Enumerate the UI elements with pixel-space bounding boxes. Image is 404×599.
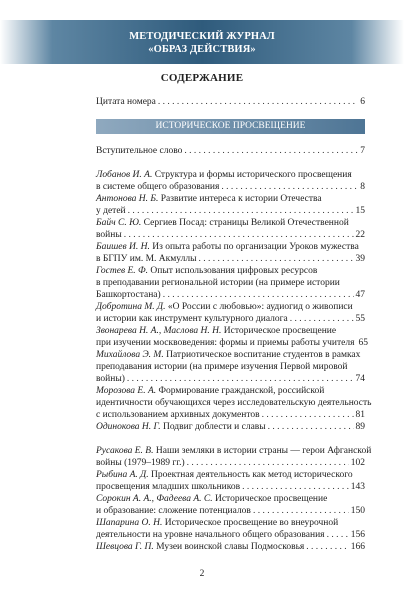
toc-entry[interactable] bbox=[96, 241, 365, 265]
toc-entry-line bbox=[96, 481, 365, 493]
toc-entry-title: Историческое просвещение во внеурочной bbox=[164, 518, 339, 528]
toc-entry-quote[interactable] bbox=[96, 96, 365, 108]
toc-entry-line bbox=[96, 409, 365, 421]
toc-entry-title: деятельности на уровне начального общего образования bbox=[96, 530, 325, 540]
dot-leader bbox=[262, 409, 354, 421]
toc-entry[interactable] bbox=[96, 493, 365, 517]
dot-leader bbox=[268, 421, 354, 433]
toc-entry[interactable] bbox=[96, 193, 365, 217]
toc-page-number: 55 bbox=[355, 314, 365, 324]
toc-entry[interactable] bbox=[96, 145, 365, 157]
toc-entry[interactable] bbox=[96, 541, 365, 553]
toc-page-number: 156 bbox=[350, 530, 365, 540]
toc-entry-title: Цитата номера bbox=[96, 97, 156, 107]
toc-page-number: 102 bbox=[350, 458, 365, 468]
toc-entry-line bbox=[96, 301, 365, 313]
toc-page-number: 47 bbox=[355, 290, 365, 300]
toc-entry-author: Лобанов И. А. bbox=[96, 170, 153, 180]
toc-entry-title: просвещения младших школьников bbox=[96, 482, 241, 492]
dot-leader bbox=[184, 145, 358, 157]
toc-entry-line bbox=[96, 421, 365, 433]
toc-entry-title: войны (1979–1989 гг.) bbox=[96, 458, 185, 468]
toc-entry-line bbox=[96, 517, 365, 529]
toc-entry-line bbox=[96, 181, 365, 193]
toc-entry-author: Гостев Е. Ф. bbox=[96, 266, 149, 276]
toc-entry-line bbox=[96, 265, 365, 277]
toc-entry-line bbox=[96, 217, 365, 229]
dot-leader bbox=[127, 373, 354, 385]
toc-page-number: 89 bbox=[355, 422, 365, 432]
toc-entry-line bbox=[96, 325, 365, 337]
toc-entry-title: Музеи воинской славы Подмосковья bbox=[156, 542, 305, 552]
journal-title-line: «ОБРАЗ ДЕЙСТВИЯ» bbox=[148, 44, 256, 55]
toc-entry-line bbox=[96, 253, 365, 265]
toc-entry-title: при изучении москвоведения: формы и приемы работы учителя bbox=[96, 338, 355, 348]
toc-entry-line bbox=[96, 529, 365, 541]
toc-page-number: 143 bbox=[350, 482, 365, 492]
dot-leader bbox=[163, 289, 354, 301]
toc-entry-title: Башкортостана) bbox=[96, 290, 161, 300]
dot-leader bbox=[327, 529, 349, 541]
toc-entry-title: Наши земляки в истории страны — герои Афганской bbox=[155, 446, 372, 456]
journal-name-line: МЕТОДИЧЕСКИЙ ЖУРНАЛ bbox=[129, 31, 275, 42]
toc-entry-title: у детей bbox=[96, 206, 126, 216]
toc-entry-title: Патриотическое воспитание студентов в рамках bbox=[166, 350, 361, 360]
toc-entry-author: Шапарина О. Н. bbox=[96, 518, 163, 528]
toc-entry[interactable] bbox=[96, 325, 368, 349]
toc-entry-title: Подвиг доблести и славы bbox=[162, 422, 266, 432]
toc-entry-line bbox=[96, 469, 365, 481]
toc-entry-title: «О России с любовью»: аудиогид о живописи bbox=[167, 302, 353, 312]
toc-entry-title: Историческое просвещение bbox=[214, 494, 328, 504]
toc-page-number: 166 bbox=[350, 542, 365, 552]
dot-leader bbox=[124, 229, 354, 241]
page-number: 2 bbox=[199, 569, 205, 579]
toc-page-number: 15 bbox=[355, 206, 365, 216]
toc-entry-title: Историческое просвещение bbox=[223, 326, 337, 336]
toc-page-number: 8 bbox=[360, 182, 365, 192]
toc-entry-author: Одинокова Н. Г. bbox=[96, 422, 161, 432]
toc-page-number: 65 bbox=[358, 338, 368, 348]
toc-entry[interactable] bbox=[96, 385, 372, 421]
toc-entry-title: Вступительное слово bbox=[96, 146, 183, 156]
toc-entry-line bbox=[96, 349, 365, 361]
toc-entry-author: Сорокин А. А., Фадеева А. С. bbox=[96, 494, 213, 504]
toc-entry-line bbox=[96, 277, 365, 289]
toc-entry-title: преподавания истории (на примере изучения Первой мировой bbox=[96, 362, 348, 372]
dot-leader bbox=[221, 181, 358, 193]
toc-entry-title: Развитие интереса к истории Отечества bbox=[160, 194, 322, 204]
toc-entry-title: Структура и формы исторического просвещения bbox=[154, 170, 352, 180]
toc-entry-title: и образование: сложение потенциалов bbox=[96, 506, 251, 516]
toc-entry[interactable] bbox=[96, 349, 365, 385]
toc-entry-author: Байч С. Ю. bbox=[96, 218, 142, 228]
toc-entry-title: Сергиев Посад: страницы Великой Отечественной bbox=[143, 218, 349, 228]
toc-entry-author: Добротина М. Д. bbox=[96, 302, 166, 312]
toc-entry-title: Проектная деятельность как метод исторического bbox=[150, 470, 353, 480]
toc-entry-line bbox=[96, 193, 365, 205]
toc-entry-line bbox=[96, 145, 365, 157]
toc-page-number: 81 bbox=[355, 410, 365, 420]
toc-entry-author: Михайлова Э. М. bbox=[96, 350, 164, 360]
dot-leader bbox=[187, 457, 349, 469]
toc-entry-title: в системе общего образования bbox=[96, 182, 220, 192]
toc-page-number: 22 bbox=[355, 230, 365, 240]
toc-entry-title: Формирование гражданской, российской bbox=[158, 386, 325, 396]
toc-entry-line bbox=[96, 313, 365, 325]
toc-entry-line bbox=[96, 205, 365, 217]
toc-entry[interactable] bbox=[96, 169, 365, 193]
toc-entry-title: Опыт использования цифровых ресурсов bbox=[150, 266, 318, 276]
toc-entry-author: Звонарева Н. А., Маслова Н. Н. bbox=[96, 326, 222, 336]
dot-leader bbox=[306, 541, 348, 553]
toc-page-number: 6 bbox=[360, 97, 365, 107]
dot-leader bbox=[253, 505, 349, 517]
toc-page-number: 74 bbox=[355, 374, 365, 384]
toc-entry-line bbox=[96, 385, 365, 397]
journal-header bbox=[0, 20, 404, 64]
toc-entry-title: Из опыта работы по организации Уроков мужества bbox=[152, 242, 359, 252]
toc-entry[interactable] bbox=[96, 301, 365, 325]
toc-entry-author: Русакова Е. В. bbox=[96, 446, 154, 456]
toc-entry-line bbox=[96, 289, 365, 301]
toc-entry[interactable] bbox=[96, 421, 365, 433]
toc-entry-title: войны bbox=[96, 230, 122, 240]
toc-page-number: 150 bbox=[350, 506, 365, 516]
toc-entry-line bbox=[96, 493, 365, 505]
dot-leader bbox=[158, 96, 358, 108]
toc-entry-author: Шевцова Г. П. bbox=[96, 542, 154, 552]
toc-entry-author: Баишев И. Н. bbox=[96, 242, 150, 252]
toc-entry[interactable] bbox=[96, 517, 365, 541]
toc-entry-author: Рыбина А. Д. bbox=[96, 470, 149, 480]
toc-entry-line bbox=[96, 361, 365, 373]
toc-entry-title: идентичности обучающихся через исследовательскую деятельность bbox=[96, 398, 372, 408]
toc-entry-line bbox=[96, 457, 365, 469]
toc-page-number: 7 bbox=[360, 146, 365, 156]
toc-entry-title: в преподавании региональной истории (на примере истории bbox=[96, 278, 340, 288]
contents-title: СОДЕРЖАНИЕ bbox=[160, 72, 244, 84]
toc-entry-title: и истории как инструмент культурного диалога bbox=[96, 314, 288, 324]
toc-page-number: 39 bbox=[355, 254, 365, 264]
toc-entry-line bbox=[96, 505, 365, 517]
toc-entry-line bbox=[96, 373, 365, 385]
toc-entry[interactable] bbox=[96, 445, 372, 469]
dot-leader bbox=[199, 253, 354, 265]
toc-entry-author: Морозова Е. А. bbox=[96, 386, 157, 396]
toc-entry-line bbox=[96, 169, 365, 181]
toc-entry-line bbox=[96, 337, 368, 349]
toc-entry-line bbox=[96, 541, 365, 553]
toc-entry-title: войны) bbox=[96, 374, 125, 384]
toc-entry-line bbox=[96, 397, 372, 409]
dot-leader bbox=[242, 481, 349, 493]
toc-entry-line bbox=[96, 241, 365, 253]
toc-entry[interactable] bbox=[96, 469, 365, 493]
toc-entry-line bbox=[96, 445, 372, 457]
toc-entry-title: в БГПУ им. М. Акмуллы bbox=[96, 254, 197, 264]
toc-entry-title: с использованием архивных документов bbox=[96, 410, 260, 420]
dot-leader bbox=[128, 205, 354, 217]
toc-entry-author: Антонова Н. Б. bbox=[96, 194, 159, 204]
section-heading: ИСТОРИЧЕСКОЕ ПРОСВЕЩЕНИЕ bbox=[96, 119, 365, 134]
toc-entry-line bbox=[96, 229, 365, 241]
dot-leader bbox=[290, 313, 354, 325]
toc-entry[interactable] bbox=[96, 265, 365, 301]
toc-entry[interactable] bbox=[96, 217, 365, 241]
